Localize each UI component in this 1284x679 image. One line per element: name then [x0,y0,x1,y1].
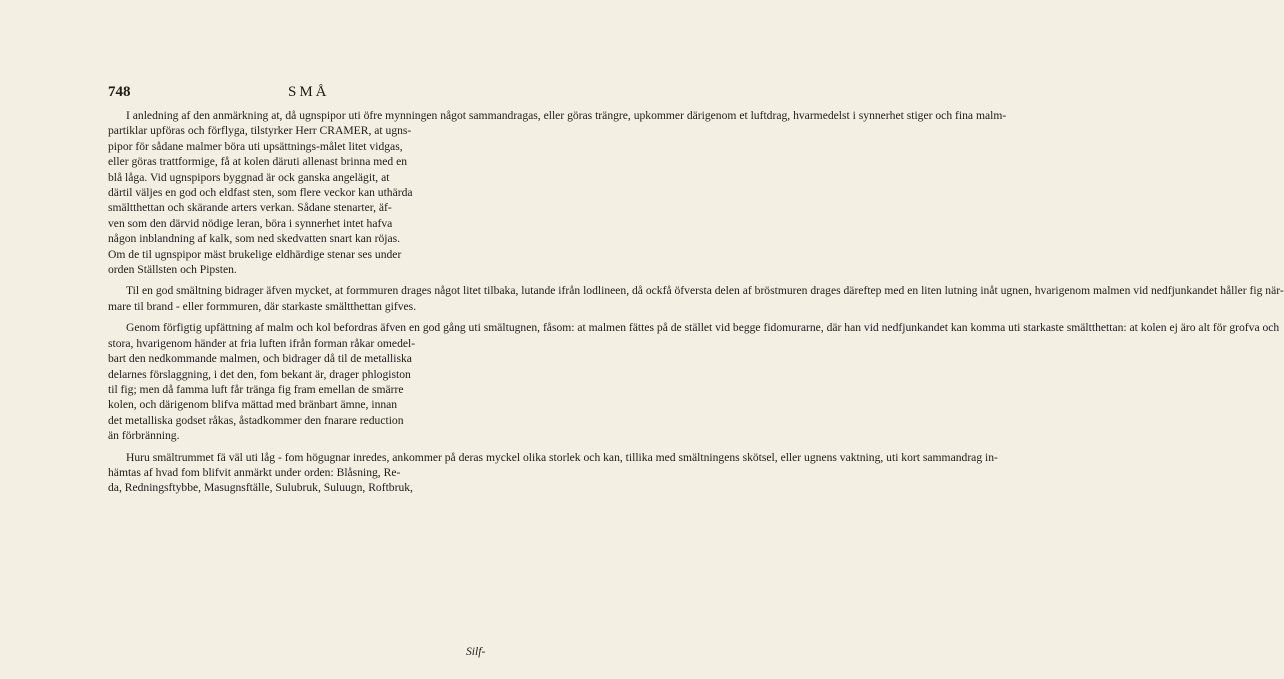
text-line: någon inblandning af kalk, som ned skedvatten snart kan röjas. [108,232,401,246]
text-line: mare til brand - eller formmuren, där starkaste smältthettan gifves. [108,299,417,313]
catchword: Silf- [466,645,486,658]
text-line: orden Ställsten och Pipsten. [108,263,237,277]
paragraph-3 [108,320,1280,443]
text-line: partiklar upföras och förflyga, tilstyrker Herr CRAMER, at ugns- [108,124,412,138]
text-line: det metalliska godset råkas, åstadkommer den fnarare reduction [108,413,404,427]
text-line: pipor för sådane malmer böra uti upsättnings-målet litet vidgas, [108,139,403,153]
text-line: Genom förfigtig upfättning af malm och kol befordras äfven en god gång uti smältugnen, fåsom: at malmen fättes på de stället vid begge fidomurarne, där han vid nedfjunkandet kan komma uti starkaste smältthettan: at kolen ej äro alt för grofva och [126,321,1280,335]
text-line: blå låga. Vid ugnspipors byggnad är ock ganska angelägit, at [108,170,390,184]
text-line: än förbränning. [108,429,180,443]
text-line: smältthettan och skärande arters verkan. Sådane stenarter, äf- [108,201,392,215]
page-header [108,84,500,106]
text-line: eller göras trattformige, få at kolen däruti allenast brinna med en [108,155,408,169]
text-line: därtil väljes en god och eldfast sten, som flere veckor kan uthärda [108,186,413,200]
paragraph-4 [108,450,998,496]
text-line: I anledning af den anmärkning at, då ugnspipor uti öfre mynningen något sammandragas, eller göras trängre, upkommer därigenom et luftdrag, hvarmedelst i synnerhet stiger och fina malm- [126,109,1007,122]
text-line: hämtas af hvad fom blifvit anmärkt under orden: Blåsning, Re- [108,465,401,479]
page-number: 748 [108,84,131,100]
text-line: kolen, och därigenom blifva mättad med bränbart ämne, innan [108,398,398,412]
text-line: da, Redningsftybbe, Masugnsftälle, Sulubruk, Suluugn, Roftbruk, [108,481,413,495]
text-line: ven som den därvid nödige leran, böra i synnerhet intet hafva [108,216,393,230]
text-line: delarnes förslaggning, i det den, fom bekant är, drager phlogiston [108,367,411,381]
paragraph-2 [108,283,1284,314]
text-line: bart den nedkommande malmen, och bidrager då til de metalliska [108,352,412,366]
running-head: SMÅ [288,84,330,100]
body-text [108,108,1284,502]
text-line: Huru smältrummet fä väl uti låg - fom högugnar inredes, ankommer på deras myckel olika storlek och kan, tillika med smältningens skötsel, eller ugnens vaktning, uti kort sammandrag in- [126,450,998,464]
text-line: Til en god smältning bidrager äfven mycket, at formmuren drages något litet tilbaka, lutande ifrån lodlineen, då ockfå öfversta delen af bröstmuren drages däreftер med en liten lutning inåt ugnen, hvarigenom malmen vid nedfjunkandet håller fig när- [126,284,1284,298]
text-line: til fig; men då famma luft får tränga fig fram emellan de smärre [108,382,404,396]
paragraph-1 [108,108,1007,277]
text-line: stora, hvarigenom händer at fria luften ifrån forman råkar omedel- [108,336,416,350]
text-line: Om de til ugnspipor mäst brukelige eldhärdige stenar ses under [108,247,402,261]
